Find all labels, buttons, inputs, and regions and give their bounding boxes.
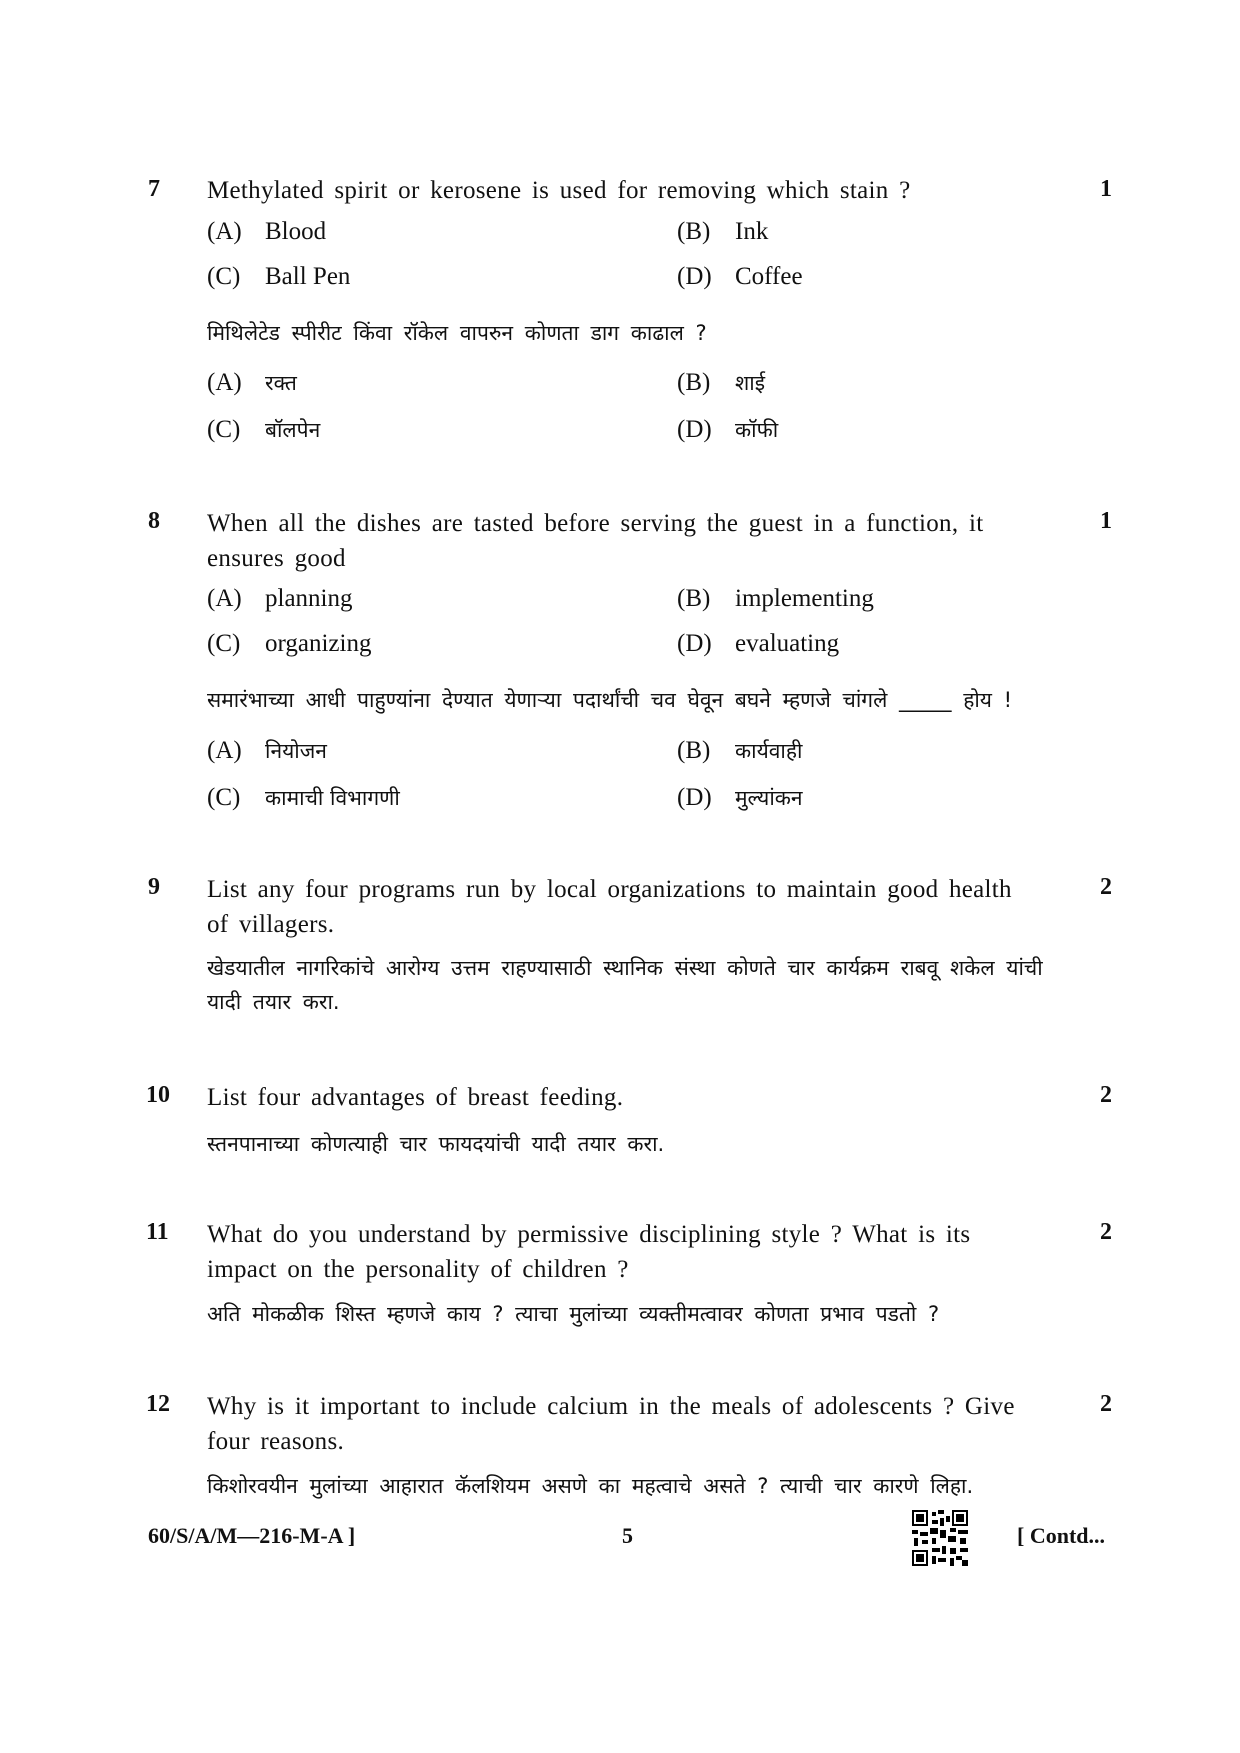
question-text-mr: मिथिलेटेड स्पीरीट किंवा रॉकेल वापरुन कोणता डाग काढाल ? [207,321,707,345]
question-text-mr: खेडयातील नागरिकांचे आरोग्य उत्तम राहण्यासाठी स्थानिक संस्था कोणते चार कार्यक्रम राबवू शकेल यांची यादी तयार करा. [207,956,1043,1014]
paper-code: 60/S/A/M—216-M-A ] [148,1523,356,1548]
option-c-mr: (C) बॉलपेन [207,416,321,443]
question-number: 11 [146,1219,169,1245]
option-b-mr: (B) कार्यवाही [677,737,803,764]
option-c-en: (C) organizing [207,630,372,657]
question-text-en: When all the dishes are tasted before serving the guest in a function, it ensures good [207,510,984,572]
question-number: 9 [148,874,160,900]
option-a-en: (A) Blood [207,218,327,245]
question-text-mr: किशोरवयीन मुलांच्या आहारात कॅलशियम असणे का महत्वाचे असते ? त्याची चार कारणे लिहा. [207,1474,974,1498]
question-marks: 2 [1100,1391,1112,1417]
option-a-mr: (A) रक्त [207,369,297,396]
question-marks: 2 [1100,874,1112,900]
question-marks: 1 [1100,176,1112,202]
question-number: 7 [148,176,160,202]
question-number: 12 [146,1391,170,1417]
question-text-en: Why is it important to include calcium in the meals of adolescents ? Give four reasons. [207,1393,1015,1455]
question-marks: 1 [1100,508,1112,534]
option-b-en: (B) Ink [677,218,769,245]
option-d-en: (D) Coffee [677,263,803,290]
question-text-en: Methylated spirit or kerosene is used for removing which stain ? [207,177,911,204]
option-d-mr: (D) मुल्यांकन [677,784,803,811]
option-d-mr: (D) कॉफी [677,416,779,443]
question-number: 10 [146,1082,170,1108]
option-a-mr: (A) नियोजन [207,737,327,764]
page-number: 5 [622,1523,633,1548]
question-text-mr: स्तनपानाच्या कोणत्याही चार फायदयांची यादी तयार करा. [207,1132,665,1156]
question-text-mr: समारंभाच्या आधी पाहुण्यांना देण्यात येणाऱ्या पदार्थांची चव घेवून बघने म्हणजे चांगले _____ होय ! [207,688,1013,712]
option-b-mr: (B) शाई [677,369,766,396]
qr-code-icon [912,1510,968,1566]
question-text-mr: अति मोकळीक शिस्त म्हणजे काय ? त्याचा मुलांच्या व्यक्तीमत्वावर कोणता प्रभाव पडतो ? [207,1302,940,1326]
option-b-en: (B) implementing [677,585,874,612]
question-marks: 2 [1100,1082,1112,1108]
question-text-en: What do you understand by permissive disciplining style ? What is its impact on the personality of children ? [207,1221,971,1283]
option-d-en: (D) evaluating [677,630,840,657]
option-c-en: (C) Ball Pen [207,263,351,290]
question-marks: 2 [1100,1219,1112,1245]
option-a-en: (A) planning [207,585,353,612]
continued-label: [ Contd... [1017,1523,1106,1548]
option-c-mr: (C) कामाची विभागणी [207,784,400,811]
question-text-en: List four advantages of breast feeding. [207,1084,624,1111]
question-text-en: List any four programs run by local organizations to maintain good health of villagers. [207,876,1012,938]
question-number: 8 [148,508,160,534]
